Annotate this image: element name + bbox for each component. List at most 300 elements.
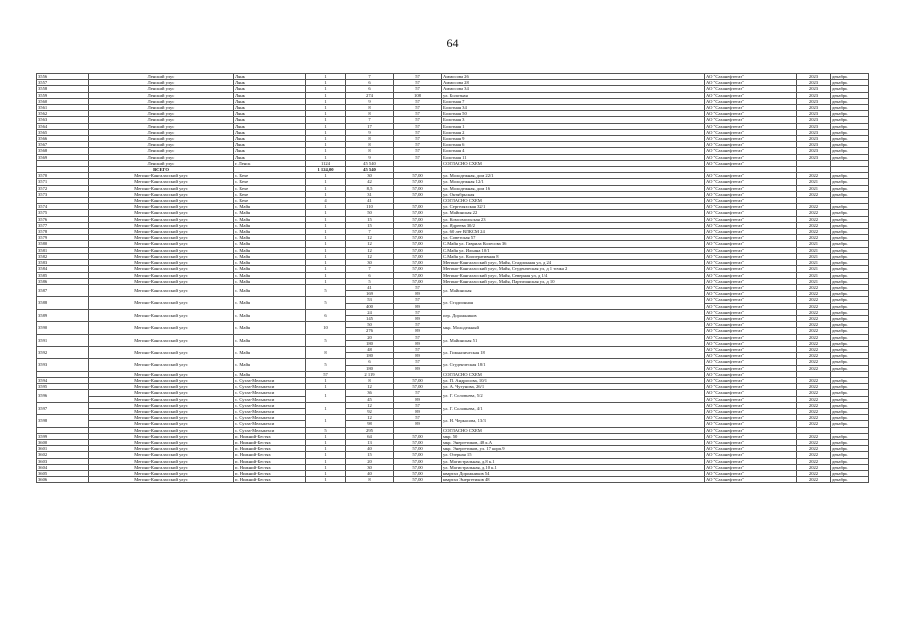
address-cell: ул. Майинская 51	[442, 334, 705, 346]
ulus-cell: Ленский улус	[89, 111, 234, 117]
table-row	[37, 129, 869, 135]
count-cell: 57	[306, 371, 346, 377]
value-a-cell: 7	[346, 266, 394, 272]
value-a-cell: 41	[346, 284, 394, 290]
organization-cell: АО "Саханефтегаз"	[705, 396, 797, 402]
count-cell: 1	[306, 464, 346, 470]
row-number-cell: 3572	[37, 185, 89, 191]
value-a-cell: 6	[346, 80, 394, 86]
count-cell: 1	[306, 278, 346, 284]
value-b-cell: 57	[394, 86, 442, 92]
month-cell: декабрь	[831, 148, 869, 154]
settlement-cell: Лянк	[234, 105, 306, 111]
count-cell: 1	[306, 439, 346, 445]
row-number-cell: 3561	[37, 105, 89, 111]
organization-cell: АО "Саханефтегаз"	[705, 235, 797, 241]
table-row	[37, 210, 869, 216]
row-number-cell: 3560	[37, 98, 89, 104]
month-cell: декабрь	[831, 154, 869, 160]
value-b-cell: 89	[394, 365, 442, 371]
table-row	[37, 117, 869, 123]
value-b-cell: 57,00	[394, 384, 442, 390]
row-number-cell: 3604	[37, 464, 89, 470]
value-a-cell: 17	[346, 123, 394, 129]
year-cell: 2022	[797, 340, 831, 346]
organization-cell: АО "Саханефтегаз"	[705, 272, 797, 278]
settlement-cell: с. Бехе	[234, 191, 306, 197]
count-cell: 1	[306, 377, 346, 383]
month-cell: декабрь	[831, 136, 869, 142]
row-number-cell: 3569	[37, 154, 89, 160]
settlement-cell: п. Нижний-Бестях	[234, 471, 306, 477]
table-row	[37, 439, 869, 445]
settlement-cell: Лянк	[234, 92, 306, 98]
summary-row	[37, 427, 869, 433]
settlement-cell: Лянк	[234, 123, 306, 129]
value-b-cell: 89	[394, 303, 442, 309]
value-a-cell: 12	[346, 384, 394, 390]
ulus-cell: Мегино-Кангаласский улус	[89, 198, 234, 204]
settlement-cell: с. Майя	[234, 284, 306, 296]
row-number-cell: 3578	[37, 229, 89, 235]
table-row	[37, 309, 869, 315]
value-b-cell: 57	[394, 117, 442, 123]
address-cell: Болотная 7	[442, 98, 705, 104]
settlement-cell: Лянк	[234, 80, 306, 86]
settlement-cell: Лянк	[234, 86, 306, 92]
month-cell: декабрь	[831, 464, 869, 470]
address-cell: ул. Н. Черкасова, 13/3	[442, 415, 705, 427]
year-cell: 2023	[797, 86, 831, 92]
count-cell: 1	[306, 179, 346, 185]
table-row	[37, 142, 869, 148]
address-cell: СОГЛАСНО СХЕМ	[442, 198, 705, 204]
value-b-cell: 57,00	[394, 266, 442, 272]
settlement-cell: с. Сугла-Мельжехси	[234, 402, 306, 408]
settlement-cell: с. Сугла-Мельжехси	[234, 415, 306, 421]
settlement-cell: с. Бехе	[234, 179, 306, 185]
value-a-cell: 40	[346, 471, 394, 477]
year-cell: 2023	[797, 136, 831, 142]
table-row	[37, 471, 869, 477]
year-cell: 2023	[797, 148, 831, 154]
row-number-cell: 3571	[37, 179, 89, 185]
value-b-cell: 57	[394, 390, 442, 396]
table-row	[37, 154, 869, 160]
table-row	[37, 322, 869, 328]
value-b-cell: 57,00	[394, 471, 442, 477]
value-b-cell: 57,00	[394, 235, 442, 241]
value-a-cell: 31	[346, 191, 394, 197]
organization-cell: АО "Саханефтегаз"	[705, 309, 797, 315]
settlement-cell: с. Сугла-Мельжехси	[234, 421, 306, 427]
value-b-cell: 57,00	[394, 173, 442, 179]
row-number-cell: 3585	[37, 272, 89, 278]
settlement-cell: с. Майя	[234, 253, 306, 259]
count-cell: 1	[306, 402, 346, 414]
table-row	[37, 384, 869, 390]
value-b-cell: 57,00	[394, 464, 442, 470]
address-cell: ул. Стадионная	[442, 297, 705, 309]
value-b-cell: 89	[394, 328, 442, 334]
row-number-cell: 3599	[37, 433, 89, 439]
table-row	[37, 191, 869, 197]
address-cell: мкр. Молодежный	[442, 322, 705, 334]
address-cell: ул. Озерная 15	[442, 452, 705, 458]
settlement-cell: с. Майя	[234, 278, 306, 284]
month-cell: декабрь	[831, 439, 869, 445]
address-cell: пер. Дорожников	[442, 309, 705, 321]
row-number-cell: 3573	[37, 191, 89, 197]
row-number-cell: 3606	[37, 477, 89, 483]
value-a-cell: 180	[346, 365, 394, 371]
value-b-cell: 57,00	[394, 185, 442, 191]
table-row	[37, 204, 869, 210]
row-number-cell: 3558	[37, 86, 89, 92]
organization-cell: АО "Саханефтегаз"	[705, 98, 797, 104]
value-a-cell: 8	[346, 377, 394, 383]
count-cell: 1	[306, 98, 346, 104]
settlement-cell: Лянк	[234, 136, 306, 142]
settlement-cell: с. Бехе	[234, 198, 306, 204]
register-body	[37, 74, 869, 483]
count-cell: 5	[306, 334, 346, 346]
value-a-cell: 2 119	[346, 371, 394, 377]
year-cell: 2021	[797, 253, 831, 259]
value-a-cell: 36	[346, 390, 394, 396]
count-cell: 1	[306, 148, 346, 154]
table-row	[37, 253, 869, 259]
settlement-cell: с. Бехе	[234, 185, 306, 191]
value-b-cell: 57	[394, 309, 442, 315]
row-number-cell: 3596	[37, 390, 89, 402]
table-row	[37, 266, 869, 272]
value-a-cell: 92	[346, 408, 394, 414]
value-a-cell: 8	[346, 148, 394, 154]
address-cell: ул. А. Чугунова, 26/1	[442, 384, 705, 390]
month-cell: декабрь	[831, 334, 869, 340]
table-row	[37, 284, 869, 290]
month-cell: декабрь	[831, 471, 869, 477]
month-cell: декабрь	[831, 80, 869, 86]
ulus-cell: Мегино-Кангаласский улус	[89, 402, 234, 408]
ulus-cell: Мегино-Кангаласский улус	[89, 396, 234, 402]
table-row	[37, 123, 869, 129]
value-a-cell: 6	[346, 359, 394, 365]
count-cell: 1	[306, 191, 346, 197]
count-cell: 8	[306, 346, 346, 358]
month-cell: декабрь	[831, 86, 869, 92]
organization-cell: АО "Саханефтегаз"	[705, 210, 797, 216]
ulus-cell: Мегино-Кангаласский улус	[89, 253, 234, 259]
month-cell: декабрь	[831, 98, 869, 104]
count-cell: 1	[306, 129, 346, 135]
year-cell: 2021	[797, 247, 831, 253]
table-row	[37, 86, 869, 92]
year-cell: 2021	[797, 266, 831, 272]
address-cell: С.Майя ул. Ильина 10/1	[442, 247, 705, 253]
ulus-cell: Мегино-Кангаласский улус	[89, 284, 234, 296]
ulus-cell: Мегино-Кангаласский улус	[89, 241, 234, 247]
address-cell: мкр. 50	[442, 433, 705, 439]
year-cell: 2022	[797, 303, 831, 309]
ulus-cell: Ленский улус	[89, 129, 234, 135]
month-cell: декабрь	[831, 315, 869, 321]
month-cell: декабрь	[831, 365, 869, 371]
year-cell: 2023	[797, 129, 831, 135]
count-cell: 1	[306, 111, 346, 117]
value-b-cell: 57,00	[394, 179, 442, 185]
settlement-cell: с. Майя	[234, 334, 306, 346]
month-cell: декабрь	[831, 340, 869, 346]
settlement-cell: с. Майя	[234, 309, 306, 321]
count-cell: 1	[306, 154, 346, 160]
ulus-cell: Мегино-Кангаласский улус	[89, 452, 234, 458]
settlement-cell: с. Сугла-Мельжехси	[234, 384, 306, 390]
table-row	[37, 377, 869, 383]
table-row	[37, 260, 869, 266]
month-cell: декабрь	[831, 458, 869, 464]
month-cell: декабрь	[831, 284, 869, 290]
month-cell: декабрь	[831, 402, 869, 408]
ulus-cell: Мегино-Кангаласский улус	[89, 173, 234, 179]
value-a-cell: 12	[346, 241, 394, 247]
row-number-cell: 3600	[37, 439, 89, 445]
value-a-cell: 7	[346, 229, 394, 235]
address-cell: Болотная 4	[442, 148, 705, 154]
organization-cell: АО "Саханефтегаз"	[705, 340, 797, 346]
table-row	[37, 359, 869, 365]
year-cell: 2021	[797, 278, 831, 284]
address-cell: Болотная 11	[442, 154, 705, 160]
settlement-cell: Лянк	[234, 142, 306, 148]
organization-cell: АО "Саханефтегаз"	[705, 402, 797, 408]
month-cell: декабрь	[831, 272, 869, 278]
address-cell: ул. Майинская	[442, 284, 705, 296]
month-cell: декабрь	[831, 92, 869, 98]
ulus-cell: Мегино-Кангаласский улус	[89, 229, 234, 235]
year-cell: 2022	[797, 439, 831, 445]
year-cell: 2022	[797, 384, 831, 390]
value-b-cell: 57	[394, 297, 442, 303]
value-b-cell: 57	[394, 142, 442, 148]
month-cell: декабрь	[831, 359, 869, 365]
settlement-cell: с. Майя	[234, 297, 306, 309]
row-number-cell: 3564	[37, 123, 89, 129]
table-row	[37, 446, 869, 452]
year-cell: 2022	[797, 408, 831, 414]
value-b-cell: 57,00	[394, 446, 442, 452]
table-row	[37, 235, 869, 241]
count-cell: 1	[306, 185, 346, 191]
value-b-cell: 57	[394, 129, 442, 135]
ulus-cell: Мегино-Кангаласский улус	[89, 377, 234, 383]
value-b-cell: 57,00	[394, 216, 442, 222]
month-cell: декабрь	[831, 415, 869, 421]
value-a-cell: 15	[346, 222, 394, 228]
year-cell: 2022	[797, 402, 831, 408]
address-cell: ул. Молодежная, дом 22/1	[442, 173, 705, 179]
month-cell: декабрь	[831, 396, 869, 402]
value-a-cell: 53	[346, 297, 394, 303]
address-cell: мкр. Энергетиков, ул. 17 корп.9	[442, 446, 705, 452]
year-cell: 2022	[797, 365, 831, 371]
count-cell: 1	[306, 477, 346, 483]
month-cell: декабрь	[831, 253, 869, 259]
month-cell: декабрь	[831, 322, 869, 328]
year-cell: 2022	[797, 191, 831, 197]
address-cell: С.Майя ул. Кооперативная 8	[442, 253, 705, 259]
ulus-cell: Мегино-Кангаласский улус	[89, 439, 234, 445]
count-cell: 1	[306, 136, 346, 142]
ulus-cell: ВСЕГО	[89, 167, 234, 173]
row-number-cell: 3586	[37, 278, 89, 284]
row-number-cell: 3556	[37, 74, 89, 80]
value-b-cell: 89	[394, 421, 442, 427]
value-a-cell: 145	[346, 315, 394, 321]
ulus-cell: Мегино-Кангаласский улус	[89, 359, 234, 371]
ulus-cell: Ленский улус	[89, 86, 234, 92]
settlement-cell: с. Майя	[234, 210, 306, 216]
organization-cell: АО "Саханефтегаз"	[705, 446, 797, 452]
value-b-cell: 57,00	[394, 452, 442, 458]
value-a-cell: 400	[346, 303, 394, 309]
value-b-cell: 57	[394, 359, 442, 365]
value-b-cell: 57,00	[394, 433, 442, 439]
ulus-cell: Мегино-Кангаласский улус	[89, 266, 234, 272]
organization-cell: АО "Саханефтегаз"	[705, 334, 797, 340]
ulus-cell: Мегино-Кангаласский улус	[89, 272, 234, 278]
ulus-cell: Ленский улус	[89, 142, 234, 148]
settlement-cell: с. Майя	[234, 216, 306, 222]
address-cell: Аммосова 28	[442, 80, 705, 86]
address-cell: ул. 60 лет ВЛКСМ 24	[442, 229, 705, 235]
settlement-cell: с. Майя	[234, 235, 306, 241]
year-cell: 2022	[797, 328, 831, 334]
address-cell: ул. Студенческая 18/1	[442, 359, 705, 371]
organization-cell: АО "Саханефтегаз"	[705, 433, 797, 439]
organization-cell: АО "Саханефтегаз"	[705, 160, 797, 166]
value-a-cell: 24	[346, 309, 394, 315]
organization-cell: АО "Саханефтегаз"	[705, 390, 797, 396]
year-cell: 2021	[797, 179, 831, 185]
organization-cell: АО "Саханефтегаз"	[705, 291, 797, 297]
register-table	[36, 73, 869, 483]
year-cell: 2022	[797, 173, 831, 179]
organization-cell: АО "Саханефтегаз"	[705, 260, 797, 266]
organization-cell: АО "Саханефтегаз"	[705, 74, 797, 80]
table-row	[37, 433, 869, 439]
ulus-cell: Мегино-Кангаласский улус	[89, 390, 234, 396]
count-cell: 1	[306, 86, 346, 92]
year-cell: 2022	[797, 452, 831, 458]
organization-cell: АО "Саханефтегаз"	[705, 266, 797, 272]
organization-cell: АО "Саханефтегаз"	[705, 253, 797, 259]
row-number-cell: 3601	[37, 446, 89, 452]
organization-cell: АО "Саханефтегаз"	[705, 92, 797, 98]
year-cell: 2023	[797, 154, 831, 160]
count-cell: 1	[306, 458, 346, 464]
address-cell: Болотная 34	[442, 105, 705, 111]
table-row	[37, 464, 869, 470]
ulus-cell: Мегино-Кангаласский улус	[89, 179, 234, 185]
month-cell: декабрь	[831, 185, 869, 191]
address-cell: СОГЛАСНО СХЕМ	[442, 371, 705, 377]
row-number-cell: 3597	[37, 402, 89, 414]
row-number-cell: 3580	[37, 241, 89, 247]
value-b-cell: 89	[394, 291, 442, 297]
address-cell: ул. Октябрьская	[442, 191, 705, 197]
month-cell: декабрь	[831, 297, 869, 303]
settlement-cell: с. Сугла-Мельжехси	[234, 396, 306, 402]
value-b-cell: 57,00	[394, 278, 442, 284]
address-cell: ул. Г. Соловьева, 4/1	[442, 402, 705, 414]
value-b-cell: 57	[394, 346, 442, 352]
ulus-cell: Мегино-Кангаласский улус	[89, 458, 234, 464]
address-cell: ул. Г. Соловьева, 5/2	[442, 390, 705, 402]
organization-cell: АО "Саханефтегаз"	[705, 173, 797, 179]
count-cell: 1	[306, 446, 346, 452]
ulus-cell: Мегино-Кангаласский улус	[89, 464, 234, 470]
year-cell: 2021	[797, 272, 831, 278]
month-cell: декабрь	[831, 173, 869, 179]
row-number-cell: 3575	[37, 210, 89, 216]
row-number-cell: 3583	[37, 260, 89, 266]
value-a-cell: 15	[346, 452, 394, 458]
table-row	[37, 229, 869, 235]
count-cell: 1	[306, 452, 346, 458]
month-cell: декабрь	[831, 142, 869, 148]
settlement-cell: Лянк	[234, 74, 306, 80]
ulus-cell: Ленский улус	[89, 123, 234, 129]
year-cell: 2023	[797, 142, 831, 148]
count-cell: 1	[306, 74, 346, 80]
year-cell: 2022	[797, 216, 831, 222]
value-a-cell: 12	[346, 415, 394, 421]
ulus-cell: Ленский улус	[89, 136, 234, 142]
value-a-cell: 274	[346, 92, 394, 98]
value-b-cell: 57,00	[394, 439, 442, 445]
month-cell: декабрь	[831, 74, 869, 80]
row-number-cell: 3566	[37, 136, 89, 142]
ulus-cell: Мегино-Кангаласский улус	[89, 415, 234, 421]
value-a-cell: 180	[346, 353, 394, 359]
count-cell: 4	[306, 198, 346, 204]
settlement-cell: Лянк	[234, 117, 306, 123]
settlement-cell: п. Нижний-Бестях	[234, 458, 306, 464]
ulus-cell: Мегино-Кангаласский улус	[89, 216, 234, 222]
ulus-cell: Мегино-Кангаласский улус	[89, 247, 234, 253]
count-cell: 1	[306, 235, 346, 241]
address-cell: СОГЛАСНО СХЕМ	[442, 160, 705, 166]
value-a-cell: 8,5	[346, 185, 394, 191]
ulus-cell: Мегино-Кангаласский улус	[89, 222, 234, 228]
year-cell: 2023	[797, 105, 831, 111]
month-cell: декабрь	[831, 421, 869, 427]
year-cell: 2023	[797, 111, 831, 117]
count-cell: 5	[306, 359, 346, 371]
ulus-cell: Мегино-Кангаласский улус	[89, 477, 234, 483]
row-number-cell: 3581	[37, 247, 89, 253]
value-b-cell: 57,00	[394, 477, 442, 483]
value-a-cell: 12	[346, 253, 394, 259]
value-a-cell: 50	[346, 322, 394, 328]
count-cell: 1	[306, 384, 346, 390]
count-cell: 1	[306, 216, 346, 222]
year-cell: 2023	[797, 80, 831, 86]
table-row	[37, 415, 869, 421]
month-cell: декабрь	[831, 390, 869, 396]
